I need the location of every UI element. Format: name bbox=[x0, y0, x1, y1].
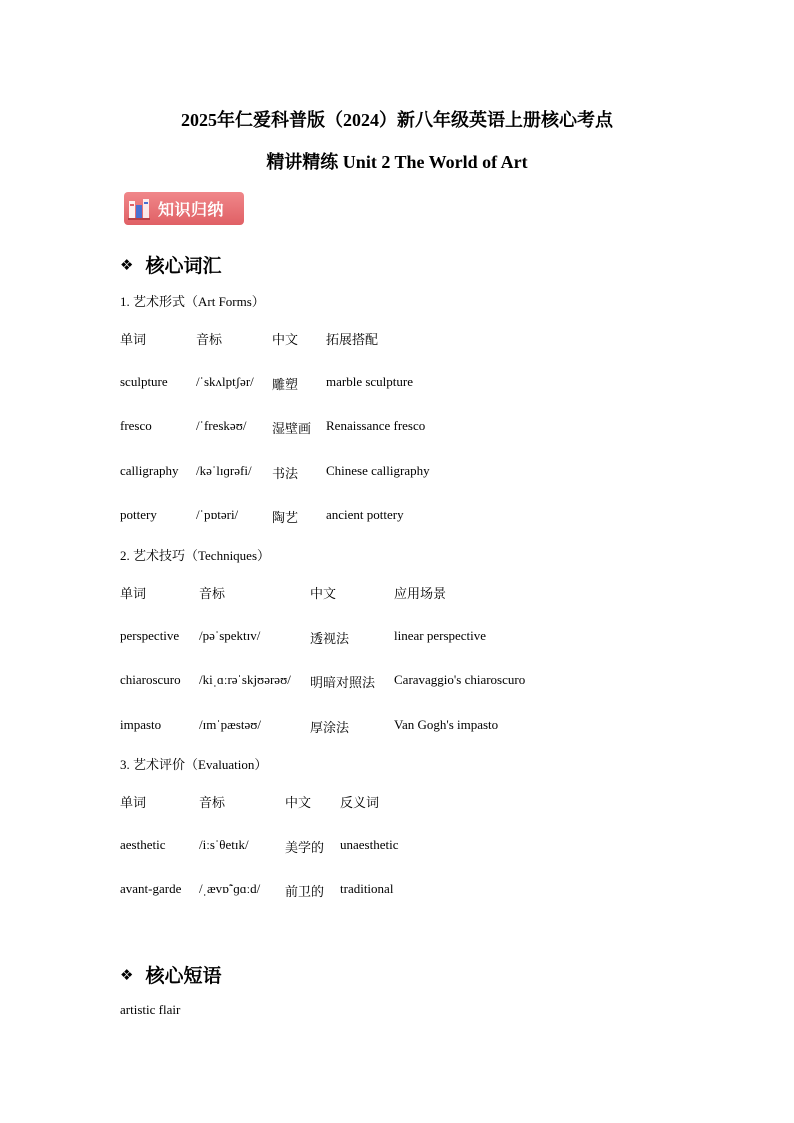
group-title-text: 1. 艺术形式（Art Forms） bbox=[120, 294, 265, 309]
word-cell: pottery bbox=[120, 507, 157, 522]
header-word: 单词 bbox=[120, 587, 147, 602]
collocation-cell: ancient pottery bbox=[326, 507, 404, 522]
chinese-cell: 书法 bbox=[272, 466, 299, 482]
header-phonetic: 音标 bbox=[196, 333, 223, 348]
chinese-cell: 明暗对照法 bbox=[310, 676, 376, 691]
header-antonym: 反义词 bbox=[340, 796, 380, 811]
phonetic-cell: /kiˌɑːrəˈskjʊərəʊ/ bbox=[199, 672, 291, 687]
usage-cell: Caravaggio's chiaroscuro bbox=[394, 672, 526, 687]
group-title-evaluation bbox=[120, 754, 267, 773]
word-cell: calligraphy bbox=[120, 462, 179, 478]
section-heading-text: 核心词汇 bbox=[145, 255, 222, 277]
word-cell: fresco bbox=[120, 418, 152, 433]
header-chinese: 中文 bbox=[272, 333, 299, 348]
group-title-techniques bbox=[120, 545, 270, 564]
header-chinese: 中文 bbox=[285, 796, 312, 811]
antonym-cell: unaesthetic bbox=[340, 836, 399, 852]
section-heading-core-phrases bbox=[120, 961, 221, 988]
header-word: 单词 bbox=[120, 333, 147, 348]
group-title-text: 3. 艺术评价（Evaluation） bbox=[120, 757, 268, 772]
diamond-bullet-icon: ❖ bbox=[120, 965, 134, 984]
word-cell: perspective bbox=[120, 627, 180, 643]
phonetic-cell: /iːsˈθetɪk/ bbox=[199, 836, 249, 852]
header-phonetic: 音标 bbox=[199, 587, 226, 602]
header-usage: 应用场景 bbox=[394, 587, 447, 602]
header-collocation: 拓展搭配 bbox=[326, 333, 379, 348]
section-heading-core-vocabulary bbox=[120, 251, 221, 278]
document-title-line-2: 精讲精练 Unit 2 The World of Art bbox=[266, 152, 528, 172]
phonetic-cell: /ˌævɒ̃ˈɡɑːd/ bbox=[199, 881, 261, 896]
chinese-cell: 厚涂法 bbox=[310, 720, 350, 736]
chinese-cell: 前卫的 bbox=[285, 885, 325, 900]
usage-cell: linear perspective bbox=[394, 627, 487, 643]
word-cell: sculpture bbox=[120, 373, 168, 389]
word-cell: aesthetic bbox=[120, 836, 166, 852]
phonetic-cell: /ɪmˈpæstəʊ/ bbox=[199, 716, 262, 732]
word-cell: chiaroscuro bbox=[120, 672, 181, 687]
phonetic-cell: /ˈfreskəʊ/ bbox=[196, 418, 247, 433]
chinese-cell: 湿壁画 bbox=[272, 422, 312, 437]
phonetic-cell: /ˈpɒtəri/ bbox=[196, 507, 239, 522]
chinese-cell: 陶艺 bbox=[272, 511, 299, 526]
word-cell: avant-garde bbox=[120, 881, 182, 896]
header-phonetic: 音标 bbox=[199, 796, 226, 811]
chinese-cell: 透视法 bbox=[310, 631, 350, 647]
knowledge-summary-badge bbox=[124, 192, 244, 225]
word-cell: impasto bbox=[120, 716, 162, 732]
diamond-bullet-icon: ❖ bbox=[120, 255, 134, 274]
book-stack-icon bbox=[128, 197, 150, 221]
badge-label: 知识归纳 bbox=[158, 200, 225, 219]
header-word: 单词 bbox=[120, 796, 147, 811]
phonetic-cell: /kəˈlɪɡrəfi/ bbox=[196, 462, 252, 478]
header-chinese: 中文 bbox=[310, 587, 337, 602]
document-title-line-1: 2025年仁爱科普版（2024）新八年级英语上册核心考点 bbox=[181, 110, 613, 130]
phonetic-cell: /ˈskʌlptʃər/ bbox=[196, 373, 254, 389]
group-title-art-forms bbox=[120, 291, 265, 310]
group-title-text: 2. 艺术技巧（Techniques） bbox=[120, 548, 271, 563]
chinese-cell: 雕塑 bbox=[272, 377, 299, 393]
collocation-cell: Renaissance fresco bbox=[326, 418, 426, 433]
collocation-cell: Chinese calligraphy bbox=[326, 462, 430, 478]
chinese-cell: 美学的 bbox=[285, 840, 325, 856]
antonym-cell: traditional bbox=[340, 881, 394, 896]
phrase-item: artistic flair bbox=[120, 1002, 181, 1017]
phonetic-cell: /pəˈspektɪv/ bbox=[199, 627, 261, 643]
section-heading-text: 核心短语 bbox=[145, 965, 222, 987]
collocation-cell: marble sculpture bbox=[326, 373, 413, 389]
usage-cell: Van Gogh's impasto bbox=[394, 716, 499, 732]
